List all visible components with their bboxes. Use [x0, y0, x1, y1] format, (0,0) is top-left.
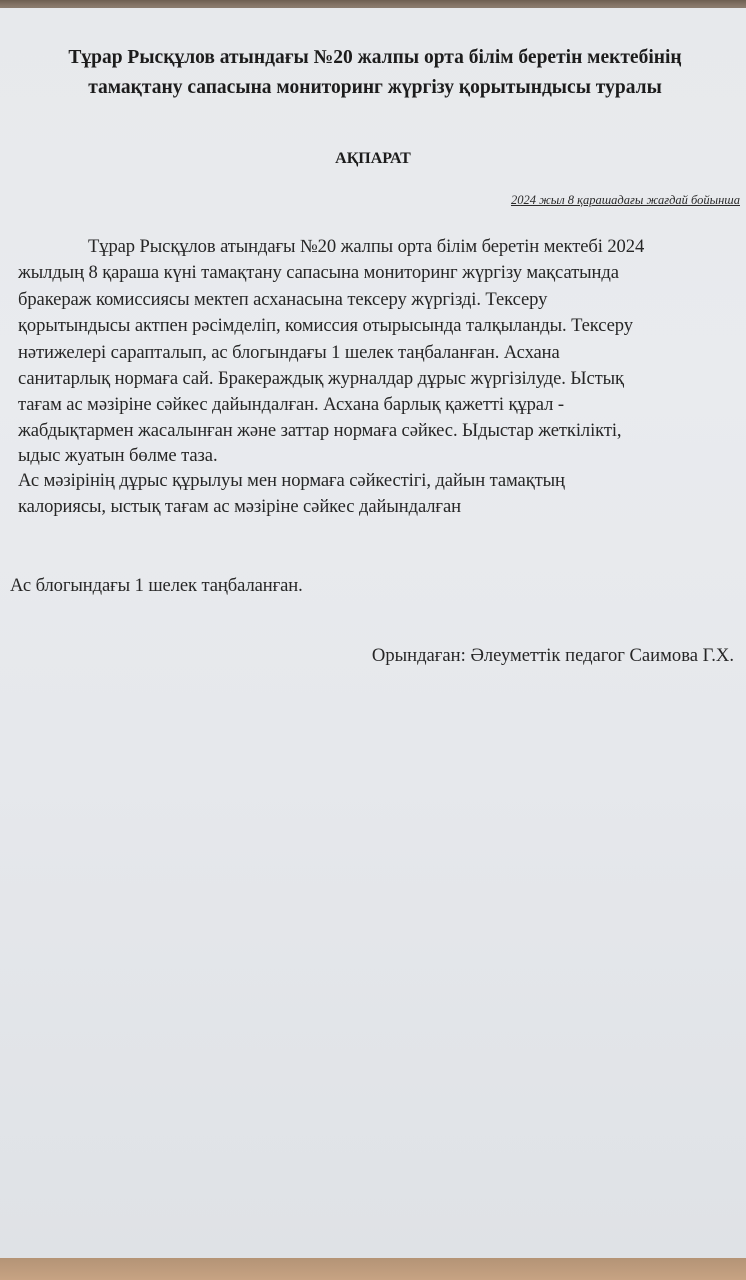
body-line-10: Ас мәзірінің дұрыс құрылуы мен нормаға сәйкестігі, дайын тамақтың	[18, 470, 565, 491]
extra-line: Ас блогындағы 1 шелек таңбаланған.	[10, 575, 303, 596]
body-line-5: нәтижелері сарапталып, ас блогындағы 1 шелек таңбаланған. Асхана	[18, 342, 560, 363]
body-line-9: ыдыс жуатын бөлме таза.	[18, 445, 218, 466]
document-title-line-2: тамақтану сапасына мониторинг жүргізу қорытындысы туралы	[88, 77, 662, 98]
document-heading: АҚПАРАТ	[335, 150, 411, 167]
background-bottom	[0, 1258, 746, 1280]
body-line-11: калориясы, ыстық тағам ас мәзіріне сәйкес дайындалған	[18, 496, 461, 517]
body-line-1: Тұрар Рысқұлов атындағы №20 жалпы орта білім беретін мектебі 2024	[88, 236, 645, 257]
body-line-7: тағам ас мәзіріне сәйкес дайындалған. Асхана барлық қажетті құрал -	[18, 394, 564, 415]
body-line-6: санитарлық нормаға сай. Бракераждық журналдар дұрыс жүргізілуде. Ыстық	[18, 368, 624, 389]
document-title-line-1: Тұрар Рысқұлов атындағы №20 жалпы орта білім беретін мектебінің	[68, 47, 682, 68]
body-line-2: жылдың 8 қараша күні тамақтану сапасына мониторинг жүргізу мақсатында	[18, 262, 619, 283]
signature-line: Орындаған: Әлеуметтік педагог Саимова Г.Х.	[371, 645, 734, 666]
body-line-8: жабдықтармен жасалынған және заттар нормаға сәйкес. Ыдыстар жеткілікті,	[18, 420, 622, 441]
date-note: 2024 жыл 8 қарашадағы жағдай бойынша	[510, 193, 740, 207]
body-line-3: бракераж комиссиясы мектеп асханасына тексеру жүргізді. Тексеру	[18, 289, 548, 310]
body-line-4: қорытындысы актпен рәсімделіп, комиссия отырысында талқыланды. Тексеру	[18, 315, 633, 336]
